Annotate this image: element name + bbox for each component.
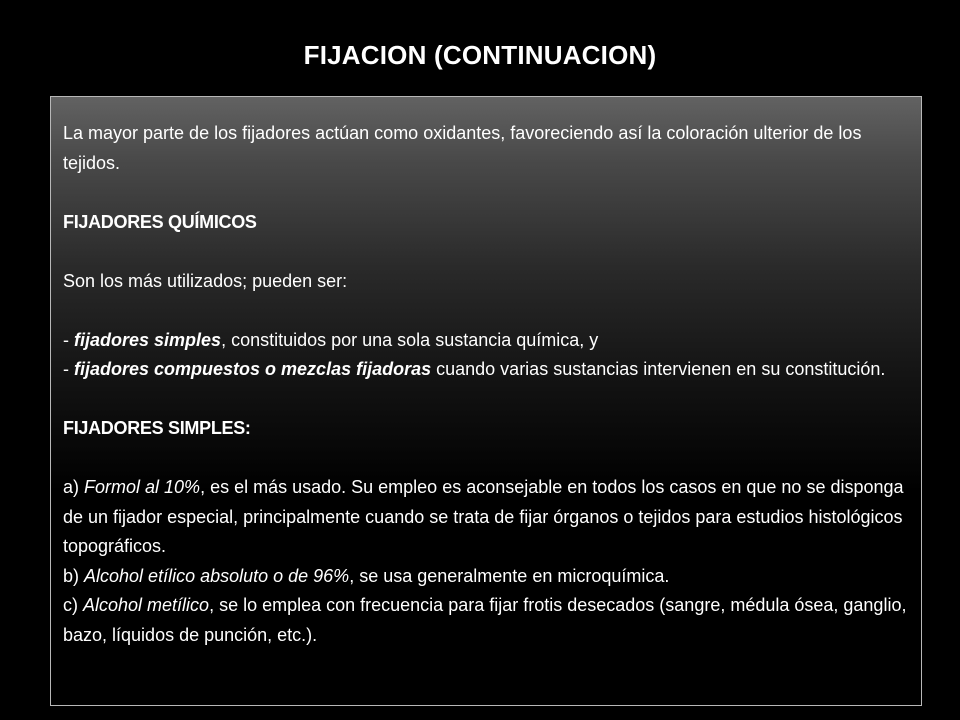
spacer [63, 444, 909, 474]
list-item-prefix: b) [63, 565, 85, 586]
spacer [63, 178, 909, 208]
list-item-term: Alcohol metílico [83, 595, 210, 615]
list-item-prefix: - [63, 359, 74, 379]
spacer [63, 296, 909, 326]
son-los-paragraph: Son los más utilizados; pueden ser: [63, 270, 348, 291]
list-item-fijadores-simples [63, 326, 909, 356]
heading-fijadores-quimicos: FIJADORES QUÍMICOS [63, 211, 257, 232]
list-item-term: Formol al 10% [84, 477, 201, 497]
list-item-alcohol-etilico [63, 562, 909, 592]
list-item-text: , es el más usado. Su empleo es aconsejable en todos los casos en que no se disponga de un fijador especial, principalmente cuando se trata de fijar órganos o tejidos para estudios histológicos topográficos. [63, 477, 904, 556]
list-item-text: , constituidos por una sola sustancia química, y [221, 329, 599, 350]
list-item-prefix: c) [63, 595, 83, 615]
content-box [50, 96, 922, 706]
list-item-term: Alcohol etílico absoluto o de 96% [84, 565, 350, 586]
list-item-alcohol-metilico [63, 591, 909, 650]
list-item-term: fijadores simples [74, 329, 222, 350]
list-item-term: fijadores compuestos o mezclas fijadoras [74, 359, 432, 379]
list-item-fijadores-compuestos [63, 355, 909, 385]
heading-fijadores-simples: FIJADORES SIMPLES: [63, 418, 251, 438]
list-item-text: cuando varias sustancias intervienen en su constitución. [431, 359, 886, 379]
list-item-prefix: - [63, 329, 74, 350]
list-item-formol [63, 473, 909, 562]
spacer [63, 385, 909, 415]
intro-paragraph: La mayor parte de los fijadores actúan como oxidantes, favoreciendo así la coloración ulterior de los tejidos. [63, 123, 862, 173]
list-item-text: , se usa generalmente en microquímica. [349, 565, 670, 586]
list-item-prefix: a) [63, 477, 85, 497]
slide-title: FIJACION (CONTINUACION) [303, 40, 657, 70]
list-item-text: , se lo emplea con frecuencia para fijar frotis desecados (sangre, médula ósea, ganglio, bazo, líquidos de punción, etc.). [63, 595, 907, 645]
spacer [63, 237, 909, 267]
